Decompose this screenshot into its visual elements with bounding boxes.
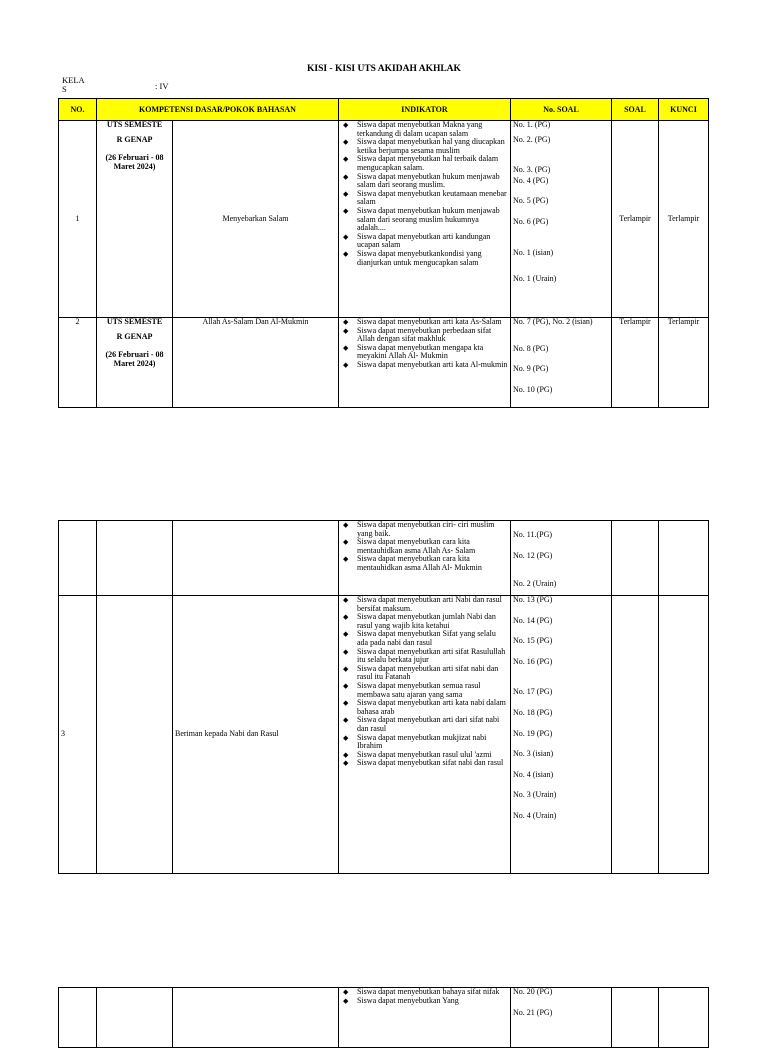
- indikator-item: ◆ Siswa dapat menyebutkan hukum menjawab salam dari seorang muslim.: [341, 173, 508, 190]
- indikator-cell: [339, 318, 511, 408]
- soal-cell: [612, 521, 659, 596]
- indikator-list: [341, 988, 508, 1005]
- indikator-item: ◆ Siswa dapat menyebutkan cara kita mentauhidkan asma Allah Al- Mukmin: [341, 555, 508, 572]
- indikator-item: ◆ Siswa dapat menyebutkan semua rasul membawa satu ajaran yang sama: [341, 682, 508, 699]
- header-no-soal: No. SOAL: [511, 99, 612, 121]
- no-soal-cell: No. 20 (PG) No. 21 (PG): [511, 988, 612, 1048]
- indikator-cell: [339, 521, 511, 596]
- indikator-item: ◆ Siswa dapat menyebutkan arti kata As-Salam: [341, 318, 508, 327]
- header-kompetensi: KOMPETENSI DASAR/POKOK BAHASAN: [97, 99, 339, 121]
- document-title: KISI - KISI UTS AKIDAH AKHLAK: [307, 64, 461, 74]
- uts-cell: [97, 521, 173, 596]
- indikator-item: ◆ Siswa dapat menyebutkan sifat nabi dan rasul: [341, 759, 508, 768]
- indikator-item: ◆ Siswa dapat menyebutkan ciri- ciri muslim yang baik.: [341, 521, 508, 538]
- row-number: [59, 988, 97, 1048]
- table-row-2: [59, 318, 709, 408]
- indikator-list: [341, 121, 508, 267]
- indikator-item: ◆ Siswa dapat menyebutkan keutamaan menebar salam: [341, 190, 508, 207]
- soal-cell: [612, 988, 659, 1048]
- kompetensi-cell: Allah As-Salam Dan Al-Mukmin: [173, 318, 339, 408]
- indikator-item: ◆ Siswa dapat menyebutkan cara kita mentauhidkan asma Allah As- Salam: [341, 538, 508, 555]
- indikator-item: ◆ Siswa dapat menyebutkan hukum menjawab salam dari seorang muslim hukumnya adalah....: [341, 207, 508, 233]
- table-row-4: [59, 988, 709, 1048]
- row-number: 3: [59, 596, 97, 874]
- indikator-cell: [339, 596, 511, 874]
- kunci-cell: Terlampir: [659, 318, 709, 408]
- kisi-table-2: [58, 520, 709, 874]
- no-soal-cell: No. 7 (PG), No. 2 (isian) No. 8 (PG) No. 9 (PG) No. 10 (PG): [511, 318, 612, 408]
- indikator-list: [341, 318, 508, 370]
- table-row-1: [59, 121, 709, 318]
- indikator-item: ◆ Siswa dapat menyebutkan rasul ulul 'azmi: [341, 751, 508, 760]
- no-soal-cell: No. 1. (PG) No. 2. (PG) No. 3. (PG) No. 4 (PG) No. 5 (PG) No. 6 (PG) No. 1 (isian) No. 1 (Urain): [511, 121, 612, 318]
- soal-cell: Terlampir: [612, 318, 659, 408]
- kisi-table-1: [58, 98, 709, 408]
- indikator-item: ◆ Siswa dapat menyebutkan Sifat yang selalu ada pada nabi dan rasul: [341, 630, 508, 647]
- table-row-3: [59, 596, 709, 874]
- kisi-table-3: [58, 987, 709, 1048]
- indikator-list: [341, 596, 508, 768]
- indikator-item: ◆ Siswa dapat menyebutkan arti sifat nabi dan rasul itu Fatanah: [341, 665, 508, 682]
- kunci-cell: Terlampir: [659, 121, 709, 318]
- indikator-item: ◆ Siswa dapat menyebutkan arti Nabi dan rasul bersifat maksum.: [341, 596, 508, 613]
- kelas-label-line-2: S: [62, 84, 67, 94]
- no-soal-cell: No. 11.(PG) No. 12 (PG) No. 2 (Urain): [511, 521, 612, 596]
- indikator-item: ◆ Siswa dapat menyebutkan mengapa kta meyakini Allah Al- Mukmin: [341, 344, 508, 361]
- kunci-cell: [659, 521, 709, 596]
- row-number: 1: [59, 121, 97, 318]
- row-number: [59, 521, 97, 596]
- indikator-item: ◆ Siswa dapat menyebutkan arti kata nabi dalam bahasa arab: [341, 699, 508, 716]
- soal-cell: Terlampir: [612, 121, 659, 318]
- header-soal: SOAL: [612, 99, 659, 121]
- kompetensi-cell: [173, 521, 339, 596]
- kunci-cell: [659, 596, 709, 874]
- indikator-item: ◆ Siswa dapat menyebutkan bahaya sifat nifak: [341, 988, 508, 997]
- uts-cell: UTS SEMESTE R GENAP (26 Februari - 08 Maret 2024): [97, 121, 173, 318]
- header-kunci: KUNCI: [659, 99, 709, 121]
- uts-cell: [97, 988, 173, 1048]
- indikator-item: ◆ Siswa dapat menyebutkan arti kandungan ucapan salam: [341, 233, 508, 250]
- kompetensi-cell: Menyebarkan Salam: [173, 121, 339, 318]
- kelas-label: [62, 76, 85, 94]
- row-number: 2: [59, 318, 97, 408]
- kelas-value: : IV: [155, 81, 169, 91]
- indikator-item: ◆ Siswa dapat menyebutkan arti sifat Rasulullah itu selalu berkata jujur: [341, 648, 508, 665]
- indikator-item: ◆ Siswa dapat menyebutkan mukjizat nabi Ibrahim: [341, 734, 508, 751]
- indikator-list: [341, 521, 508, 573]
- indikator-item: ◆ Siswa dapat menyebutkan hal yang diucapkan ketika berjumpa sesama muslim: [341, 138, 508, 155]
- indikator-item: ◆ Siswa dapat menyebutkan hal terbaik dalam mengucapkan salam.: [341, 155, 508, 172]
- indikator-item: ◆ Siswa dapat menyebutkan arti dari sifat nabi dan rasul: [341, 716, 508, 733]
- table-row-2-continued: [59, 521, 709, 596]
- kompetensi-cell: Beriman kepada Nabi dan Rasul: [173, 596, 339, 874]
- indikator-item: ◆ Siswa dapat menyebutkan Makna yang terkandung di dalam ucapan salam: [341, 121, 508, 138]
- indikator-item: ◆ Siswa dapat menyebutkankondisi yang dianjurkan untuk mengucapkan salam: [341, 250, 508, 267]
- soal-cell: [612, 596, 659, 874]
- indikator-item: ◆ Siswa dapat menyebutkan jumlah Nabi dan rasul yang wajib kita ketahui: [341, 613, 508, 630]
- uts-cell: [97, 596, 173, 874]
- indikator-item: ◆ Siswa dapat menyebutkan Yang: [341, 997, 508, 1006]
- indikator-item: ◆ Siswa dapat menyebutkan arti kata Al-mukmin: [341, 361, 508, 370]
- indikator-item: ◆ Siswa dapat menyebutkan perbedaan sifat Allah dengan sifat makhluk: [341, 327, 508, 344]
- indikator-cell: [339, 988, 511, 1048]
- header-no: NO.: [59, 99, 97, 121]
- header-indikator: INDIKATOR: [339, 99, 511, 121]
- indikator-cell: [339, 121, 511, 318]
- kunci-cell: [659, 988, 709, 1048]
- uts-cell: UTS SEMESTE R GENAP (26 Februari - 08 Maret 2024): [97, 318, 173, 408]
- no-soal-cell: No. 13 (PG) No. 14 (PG) No. 15 (PG) No. 16 (PG) No. 17 (PG) No. 18 (PG) No. 19 (PG) No. 3 (isian) No. 4 (isian) No. 3 (Urain) No. 4 (Urain): [511, 596, 612, 874]
- kelas-label-line-1: KELA: [62, 75, 85, 85]
- kompetensi-cell: [173, 988, 339, 1048]
